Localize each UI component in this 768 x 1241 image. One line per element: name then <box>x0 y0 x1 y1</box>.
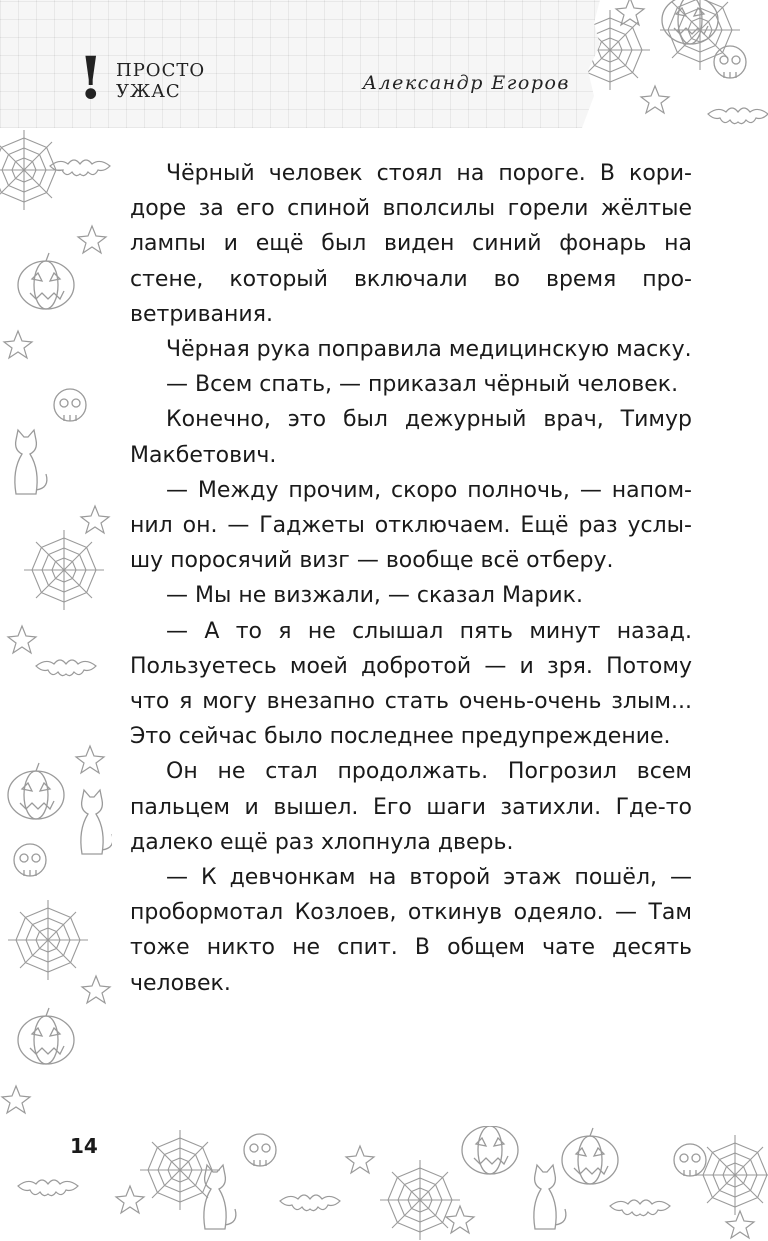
star-icon <box>116 1186 144 1213</box>
skull-icon <box>14 844 46 876</box>
star-icon <box>76 746 104 773</box>
spiderweb-icon <box>8 900 88 980</box>
author-name: Александр Егоров <box>362 72 570 94</box>
star-icon <box>78 226 106 253</box>
paragraph: — А то я не слышал пять минут назад. Пользуетесь моей добротой — и зря. Потому что я могу внезапно стать очень-очень злым... Это сейчас было последнее предупреждение. <box>130 618 692 750</box>
star-icon <box>616 0 644 25</box>
spiderweb-icon <box>140 1130 220 1210</box>
star-icon <box>2 1086 30 1113</box>
pumpkin-icon <box>18 1008 74 1064</box>
star-icon <box>82 976 110 1003</box>
paragraph: — Между прочим, скоро полночь, — напомнил он. — Гаджеты отключаем. Ещё раз услышу поросячий визг — вообще всё отберу. <box>130 477 692 574</box>
bat-icon <box>708 108 768 124</box>
star-icon <box>726 1211 754 1238</box>
skull-icon <box>244 1134 276 1166</box>
star-icon <box>4 331 32 358</box>
paragraph: Чёрная рука поправила медицинскую маску. <box>166 337 692 363</box>
star-icon <box>346 1146 374 1173</box>
paragraph: Он не стал продолжать. Погрозил всем пальцем и вышел. Его шаги затихли. Где-то далеко ещё раз хлопнула дверь. <box>130 759 692 855</box>
spiderweb-icon <box>695 1135 768 1215</box>
series-exclamation-mark: ! <box>78 44 104 112</box>
pumpkin-icon <box>662 0 718 44</box>
skull-icon <box>674 1144 706 1176</box>
series-title-line-2: УЖАС <box>116 81 181 102</box>
paragraph: Конечно, это был дежурный врач, Тимур Макбетович. <box>130 407 692 468</box>
star-icon <box>81 506 109 533</box>
pumpkin-icon <box>462 1118 518 1174</box>
series-title <box>116 60 256 102</box>
cat-icon <box>204 1165 236 1229</box>
skull-icon <box>54 389 86 421</box>
spiderweb-icon <box>24 530 104 610</box>
cat-icon <box>81 790 113 854</box>
paragraph: — Мы не визжали, — сказал Марик. <box>166 583 583 609</box>
bat-icon <box>36 660 96 676</box>
bat-icon <box>50 160 110 176</box>
star-icon <box>446 1206 474 1233</box>
bat-icon <box>280 1195 340 1211</box>
cat-icon <box>534 1165 566 1229</box>
spiderweb-icon <box>380 1160 460 1240</box>
bat-icon <box>610 1200 670 1216</box>
paragraph: — Всем спать, — приказал чёрный человек. <box>166 372 679 398</box>
bat-icon <box>18 1180 78 1196</box>
spiderweb-icon <box>0 130 64 210</box>
pumpkin-icon <box>8 763 64 819</box>
pumpkin-icon <box>562 1128 618 1184</box>
page-text <box>130 156 692 1001</box>
page-number: 14 <box>70 1134 98 1158</box>
skull-icon <box>714 46 746 78</box>
star-icon <box>641 86 669 113</box>
series-title-line-1: ПРОСТО <box>116 60 206 81</box>
paragraph: — К девчонкам на второй этаж пошёл, — пробормотал Козлоев, откинув одеяло. — Там тоже никто не спит. В общем чате десять человек. <box>130 865 692 996</box>
paragraph: Чёрный человек стоял на пороге. В коридоре за его спиной вполсилы горели жёлтые лампы и ещё был виден синий фонарь на стене, который включали во время проветривания. <box>130 161 692 327</box>
cat-icon <box>15 430 47 494</box>
star-icon <box>8 626 36 653</box>
pumpkin-icon <box>18 253 74 309</box>
